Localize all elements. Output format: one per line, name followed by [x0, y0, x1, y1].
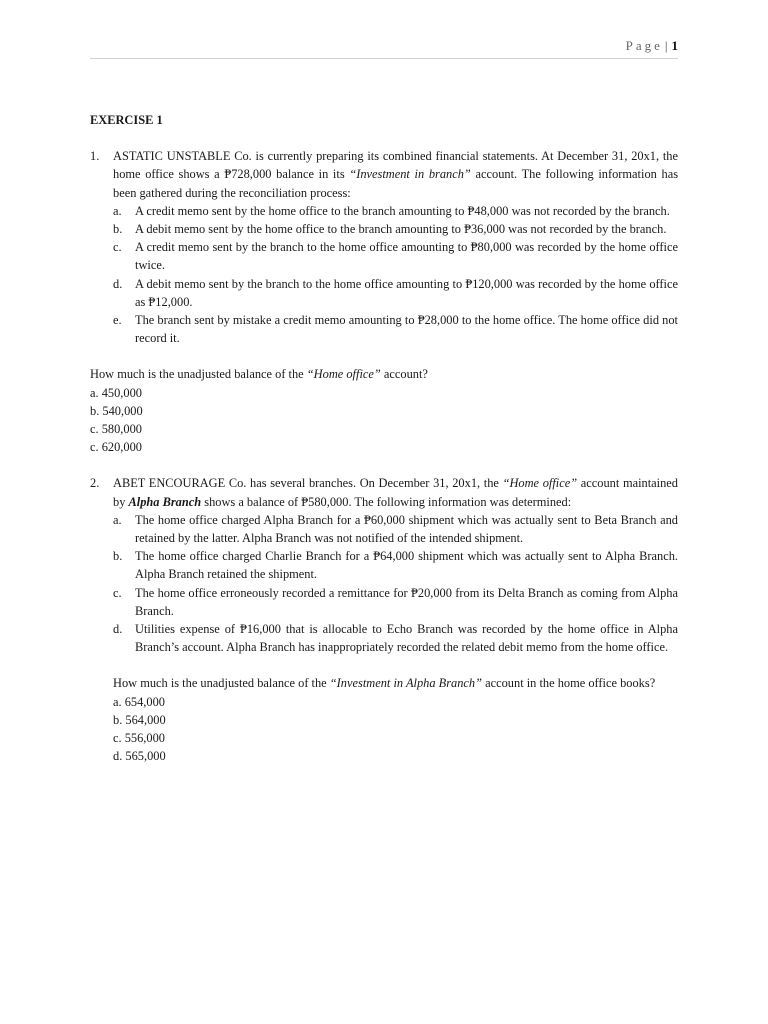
text-segment: shows a balance of ₱580,000. The following information was determined: — [201, 494, 572, 509]
answer-choice: a. 654,000 — [113, 694, 165, 709]
italic-term: “Investment in branch” — [349, 167, 471, 182]
item-text: A credit memo sent by the home office to the branch amounting to ₱48,000 was not recorded by the branch. — [135, 203, 670, 218]
list-item — [113, 511, 678, 547]
list-item — [113, 220, 678, 238]
bold-italic-term: Alpha Branch — [128, 494, 202, 509]
answer-choice: b. 540,000 — [90, 403, 143, 418]
item-text: A debit memo sent by the home office to the branch amounting to ₱36,000 was not recorded by the branch. — [135, 222, 667, 237]
text-segment: account. The following information has been gathered during the reconciliation process: — [113, 167, 679, 200]
page-header — [90, 38, 678, 58]
answer-choice: c. 580,000 — [90, 422, 142, 437]
list-item — [113, 275, 678, 311]
text-segment: account in the home office books? — [482, 676, 656, 691]
page-number: 1 — [671, 38, 678, 53]
item-text: The branch sent by mistake a credit memo amounting to ₱28,000 to the home office. The home office did not record it. — [135, 313, 678, 346]
list-item — [113, 547, 678, 583]
text-segment: account? — [380, 367, 428, 382]
list-item — [113, 584, 678, 620]
text-segment: How much is the unadjusted balance of the — [90, 367, 307, 382]
list-item — [113, 620, 678, 656]
spacer — [90, 347, 678, 365]
header-divider — [90, 58, 678, 59]
question-2-prompt — [113, 674, 678, 692]
item-letter: e. — [113, 313, 122, 328]
item-letter: a. — [113, 512, 122, 527]
question-1-prompt — [90, 365, 678, 383]
text-segment: account maintained by — [113, 476, 679, 509]
answer-choice: a. 450,000 — [90, 385, 142, 400]
item-letter: d. — [113, 622, 123, 637]
answer-choice: c. 556,000 — [113, 731, 165, 746]
italic-term: “Home office” — [502, 476, 578, 491]
item-letter: c. — [113, 585, 122, 600]
spacer — [90, 456, 678, 474]
item-text: The home office charged Alpha Branch for a ₱60,000 shipment which was actually sent to Beta Branch and retained by the latter. Alpha Branch was not notified of the intended shipment. — [135, 512, 678, 546]
page-label: Page — [625, 38, 663, 53]
answer-choice: b. 564,000 — [113, 712, 166, 727]
question-number: 1. — [90, 149, 100, 164]
item-text: Utilities expense of ₱16,000 that is allocable to Echo Branch was recorded by the home office in Alpha Branch’s account. Alpha Branch has inappropriately recorded the related debit memo from the home office. — [135, 622, 678, 655]
exercise-title: EXERCISE 1 — [90, 113, 163, 127]
question-2 — [90, 474, 678, 765]
list-item — [113, 311, 678, 347]
answer-choice: c. 620,000 — [90, 440, 142, 455]
item-letter: b. — [113, 549, 123, 564]
item-letter: b. — [113, 222, 123, 237]
list-item — [113, 202, 678, 220]
text-segment: ASTATIC UNSTABLE Co. is currently preparing its combined financial statements. At December 31, 20x1, the home office shows a ₱728,000 balance in its — [113, 149, 678, 182]
text-segment: ABET ENCOURAGE Co. has several branches. On December 31, 20x1, the — [113, 476, 503, 491]
item-text: The home office erroneously recorded a remittance for ₱20,000 from its Delta Branch as coming from Alpha Branch. — [135, 585, 678, 618]
item-letter: d. — [113, 276, 123, 291]
italic-term: “Investment in Alpha Branch” — [329, 676, 483, 691]
italic-term: “Home office” — [306, 367, 381, 382]
item-letter: a. — [113, 203, 122, 218]
spacer — [113, 656, 678, 674]
item-text: A debit memo sent by the branch to the home office amounting to ₱120,000 was recorded by the home office as ₱12,000. — [135, 276, 678, 309]
question-number: 2. — [90, 476, 100, 491]
question-text — [113, 149, 678, 199]
question-text — [113, 476, 678, 508]
text-segment: How much is the unadjusted balance of the — [113, 676, 330, 691]
list-item — [113, 238, 678, 274]
answer-choice: d. 565,000 — [113, 749, 166, 764]
page-separator: | — [664, 38, 668, 53]
question-1 — [90, 147, 678, 347]
item-text: The home office charged Charlie Branch for a ₱64,000 shipment which was actually sent to Alpha Branch. Alpha Branch retained the shipment. — [135, 549, 678, 582]
item-letter: c. — [113, 240, 122, 255]
item-text: A credit memo sent by the branch to the home office amounting to ₱80,000 was recorded by the home office twice. — [135, 240, 678, 273]
document-body — [90, 111, 678, 766]
